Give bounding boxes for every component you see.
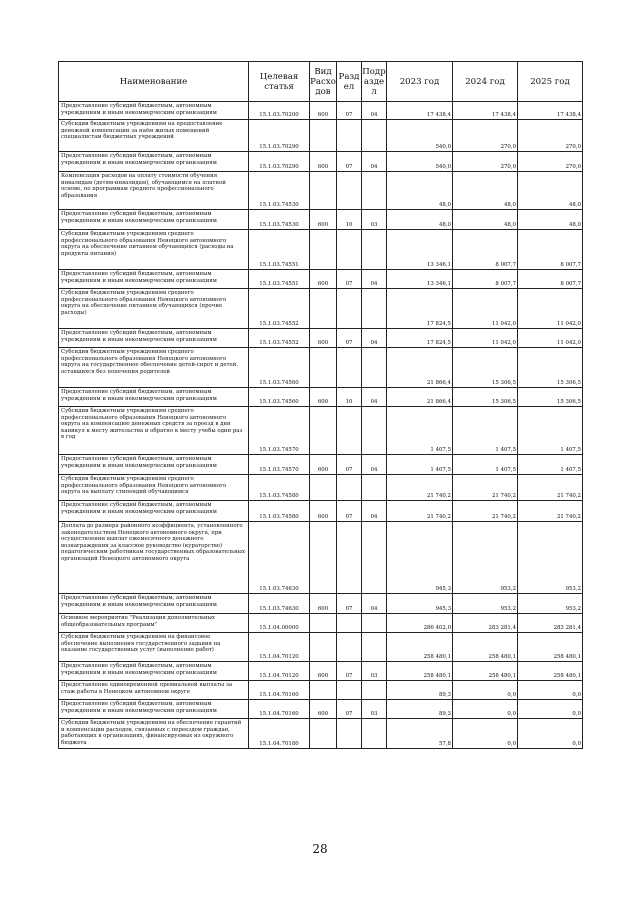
row-expense-type xyxy=(310,289,337,329)
row-name: Субсидии бюджетным учреждениям среднего профессионального образования Ненецкого автономного округа на компенсацию денежных средств за проезд в дни каникул к месту жительства и обратно к месту учебы один раз в год xyxy=(59,407,249,455)
row-section: 07 xyxy=(337,152,362,172)
row-amount-2023: 540,0 xyxy=(387,120,453,152)
row-expense-type: 600 xyxy=(310,152,337,172)
row-subsection xyxy=(362,172,387,210)
table-row xyxy=(59,230,583,270)
row-amount-2024: 11 042,0 xyxy=(453,289,518,329)
row-amount-2024: 258 480,1 xyxy=(453,662,518,681)
row-section: 07 xyxy=(337,594,362,614)
table-row xyxy=(59,172,583,210)
row-amount-2024: 270,0 xyxy=(453,152,518,172)
row-target-code: 15.1.03.70290 xyxy=(249,152,310,172)
row-name: Компенсация расходов на оплату стоимости обучения инвалидам (детям-инвалидам), обучающимся на платной основе, по программам среднего профессионального образования xyxy=(59,172,249,210)
table-row xyxy=(59,210,583,230)
header-subsection: Подр азде л xyxy=(362,62,387,102)
table-row xyxy=(59,407,583,455)
header-2025: 2025 год xyxy=(518,62,583,102)
row-expense-type: 600 xyxy=(310,662,337,681)
row-amount-2023: 13 346,1 xyxy=(387,230,453,270)
row-expense-type xyxy=(310,172,337,210)
row-amount-2024: 953,2 xyxy=(453,522,518,594)
row-amount-2023: 17 438,4 xyxy=(387,102,453,120)
row-amount-2023: 13 346,1 xyxy=(387,270,453,289)
row-target-code: 15.1.03.74551 xyxy=(249,270,310,289)
row-expense-type: 600 xyxy=(310,388,337,407)
row-section xyxy=(337,120,362,152)
row-target-code: 15.1.03.74552 xyxy=(249,289,310,329)
header-section: Разд ел xyxy=(337,62,362,102)
row-amount-2024: 15 306,5 xyxy=(453,348,518,388)
row-name: Субсидии бюджетным учреждениям на финансовое обеспечение выполнения государственного задания на оказание государственных услуг (выполнение работ) xyxy=(59,633,249,662)
row-subsection: 04 xyxy=(362,102,387,120)
row-amount-2025: 11 042,0 xyxy=(518,329,583,348)
row-target-code: 15.1.03.74630 xyxy=(249,522,310,594)
row-subsection: 03 xyxy=(362,662,387,681)
row-expense-type xyxy=(310,681,337,700)
row-subsection xyxy=(362,614,387,633)
row-section xyxy=(337,230,362,270)
row-amount-2024: 258 480,1 xyxy=(453,633,518,662)
row-section: 07 xyxy=(337,455,362,475)
row-expense-type: 600 xyxy=(310,455,337,475)
row-amount-2024: 48,0 xyxy=(453,172,518,210)
row-target-code: 15.1.03.74630 xyxy=(249,594,310,614)
row-amount-2024: 0,0 xyxy=(453,681,518,700)
row-target-code: 15.1.04.70120 xyxy=(249,633,310,662)
row-subsection: 04 xyxy=(362,594,387,614)
row-section xyxy=(337,522,362,594)
row-amount-2024: 283 281,4 xyxy=(453,614,518,633)
row-amount-2025: 1 407,5 xyxy=(518,407,583,455)
row-section: 07 xyxy=(337,501,362,522)
row-name: Субсидии бюджетным учреждениям на предоставление денежной компенсации за наём жилых помещений специалистам бюджетных учреждений xyxy=(59,120,249,152)
table-row xyxy=(59,681,583,700)
row-name: Доплата до размера районного коэффициента, установленного законодательством Ненецкого автономного округа, при осуществлении выплат ежемесячного денежного вознаграждения за классное руководство (кураторство) педагогическим работникам государственных образовательных организаций Ненецкого автономного округа xyxy=(59,522,249,594)
row-expense-type: 600 xyxy=(310,329,337,348)
row-amount-2024: 8 007,7 xyxy=(453,230,518,270)
row-section xyxy=(337,407,362,455)
row-target-code: 15.1.04.00000 xyxy=(249,614,310,633)
table-row xyxy=(59,719,583,749)
row-amount-2025: 48,0 xyxy=(518,210,583,230)
row-expense-type: 600 xyxy=(310,700,337,719)
header-2023: 2023 год xyxy=(387,62,453,102)
row-amount-2025: 258 480,1 xyxy=(518,662,583,681)
row-amount-2023: 21 740,2 xyxy=(387,475,453,501)
row-name: Предоставление субсидий бюджетным, автономным учреждениям и иным некоммерческим организациям xyxy=(59,102,249,120)
header-type: Вид Расхо дов xyxy=(310,62,337,102)
row-section: 07 xyxy=(337,270,362,289)
row-subsection xyxy=(362,633,387,662)
row-amount-2023: 89,3 xyxy=(387,681,453,700)
row-amount-2023: 258 480,1 xyxy=(387,633,453,662)
row-amount-2025: 283 281,4 xyxy=(518,614,583,633)
row-expense-type: 600 xyxy=(310,210,337,230)
row-amount-2025: 953,2 xyxy=(518,594,583,614)
row-amount-2023: 945,3 xyxy=(387,594,453,614)
row-subsection: 04 xyxy=(362,152,387,172)
row-section xyxy=(337,633,362,662)
row-name: Предоставление субсидий бюджетным, автономным учреждениям и иным некоммерческим организациям xyxy=(59,329,249,348)
row-section: 07 xyxy=(337,102,362,120)
row-expense-type xyxy=(310,120,337,152)
row-amount-2023: 48,0 xyxy=(387,210,453,230)
table-row xyxy=(59,522,583,594)
row-amount-2025: 8 007,7 xyxy=(518,270,583,289)
row-name: Предоставление субсидий бюджетным, автономным учреждениям и иным некоммерческим организациям xyxy=(59,594,249,614)
row-amount-2024: 8 007,7 xyxy=(453,270,518,289)
row-expense-type xyxy=(310,230,337,270)
budget-table xyxy=(58,61,583,749)
row-amount-2023: 945,3 xyxy=(387,522,453,594)
row-section: 07 xyxy=(337,329,362,348)
row-amount-2024: 11 042,0 xyxy=(453,329,518,348)
row-name: Предоставление единовременной премиальной выплаты за стаж работы в Ненецком автономном округе xyxy=(59,681,249,700)
row-name: Предоставление субсидий бюджетным, автономным учреждениям и иным некоммерческим организациям xyxy=(59,152,249,172)
row-expense-type: 600 xyxy=(310,501,337,522)
row-amount-2023: 57,8 xyxy=(387,719,453,749)
row-section: 10 xyxy=(337,210,362,230)
row-subsection xyxy=(362,289,387,329)
table-row xyxy=(59,289,583,329)
row-subsection: 04 xyxy=(362,329,387,348)
row-section: 10 xyxy=(337,388,362,407)
row-amount-2025: 48,0 xyxy=(518,172,583,210)
table-row xyxy=(59,455,583,475)
table-row xyxy=(59,501,583,522)
row-amount-2025: 258 480,1 xyxy=(518,633,583,662)
row-subsection xyxy=(362,719,387,749)
row-target-code: 15.1.03.74570 xyxy=(249,455,310,475)
row-target-code: 15.1.04.70180 xyxy=(249,719,310,749)
row-amount-2024: 0,0 xyxy=(453,700,518,719)
row-subsection xyxy=(362,475,387,501)
row-amount-2024: 270,0 xyxy=(453,120,518,152)
row-amount-2023: 17 824,5 xyxy=(387,289,453,329)
row-target-code: 15.1.03.74560 xyxy=(249,348,310,388)
row-expense-type: 600 xyxy=(310,102,337,120)
row-amount-2023: 89,3 xyxy=(387,700,453,719)
row-subsection xyxy=(362,230,387,270)
row-amount-2023: 286 402,0 xyxy=(387,614,453,633)
table-row xyxy=(59,102,583,120)
row-amount-2025: 8 007,7 xyxy=(518,230,583,270)
row-name: Субсидии бюджетным учреждениям среднего профессионального образования Ненецкого автономного округа на обеспечение питанием обучающихся (расходы на продукты питания) xyxy=(59,230,249,270)
row-subsection: 03 xyxy=(362,210,387,230)
row-target-code: 15.1.03.74580 xyxy=(249,475,310,501)
table-row xyxy=(59,270,583,289)
row-target-code: 15.1.03.74580 xyxy=(249,501,310,522)
row-amount-2023: 17 824,5 xyxy=(387,329,453,348)
row-amount-2024: 1 407,5 xyxy=(453,407,518,455)
row-amount-2024: 0,0 xyxy=(453,719,518,749)
row-amount-2023: 21 740,2 xyxy=(387,501,453,522)
row-amount-2023: 258 480,1 xyxy=(387,662,453,681)
row-section xyxy=(337,719,362,749)
row-name: Субсидии бюджетным учреждениям на обеспечение гарантий и компенсации расходов, связанных с переездом граждан, работающих в организациях, финансируемых из окружного бюджета xyxy=(59,719,249,749)
row-amount-2023: 1 407,5 xyxy=(387,407,453,455)
row-subsection xyxy=(362,522,387,594)
row-name: Предоставление субсидий бюджетным, автономным учреждениям и иным некоммерческим организациям xyxy=(59,501,249,522)
row-amount-2025: 21 740,2 xyxy=(518,501,583,522)
table-row xyxy=(59,388,583,407)
row-target-code: 15.1.03.74530 xyxy=(249,172,310,210)
row-section xyxy=(337,289,362,329)
row-expense-type xyxy=(310,348,337,388)
row-name: Предоставление субсидий бюджетным, автономным учреждениям и иным некоммерческим организациям xyxy=(59,210,249,230)
row-amount-2024: 17 438,4 xyxy=(453,102,518,120)
budget-table-page xyxy=(58,61,582,749)
row-subsection: 04 xyxy=(362,455,387,475)
row-subsection: 03 xyxy=(362,700,387,719)
row-amount-2025: 11 042,0 xyxy=(518,289,583,329)
table-header-row xyxy=(59,62,583,102)
row-name: Субсидии бюджетным учреждениям среднего профессионального образования Ненецкого автономного округа на выплату стипендий обучающимся xyxy=(59,475,249,501)
row-name: Основное мероприятие "Реализация дополнительных общеобразовательных программ" xyxy=(59,614,249,633)
row-amount-2023: 48,0 xyxy=(387,172,453,210)
row-name: Субсидии бюджетным учреждениям среднего профессионального образования Ненецкого автономного округа на обеспечение питанием обучающихся (прочие расходы) xyxy=(59,289,249,329)
row-amount-2024: 48,0 xyxy=(453,210,518,230)
row-subsection xyxy=(362,120,387,152)
row-expense-type xyxy=(310,475,337,501)
row-section xyxy=(337,172,362,210)
row-target-code: 15.1.03.74551 xyxy=(249,230,310,270)
row-amount-2024: 1 407,5 xyxy=(453,455,518,475)
row-target-code: 15.1.04.70160 xyxy=(249,681,310,700)
row-target-code: 15.1.04.70160 xyxy=(249,700,310,719)
row-amount-2025: 17 438,4 xyxy=(518,102,583,120)
row-section xyxy=(337,614,362,633)
row-section: 07 xyxy=(337,700,362,719)
row-expense-type xyxy=(310,719,337,749)
table-row xyxy=(59,475,583,501)
row-amount-2025: 0,0 xyxy=(518,681,583,700)
header-2024: 2024 год xyxy=(453,62,518,102)
row-name: Предоставление субсидий бюджетным, автономным учреждениям и иным некоммерческим организациям xyxy=(59,700,249,719)
row-subsection xyxy=(362,407,387,455)
row-amount-2025: 0,0 xyxy=(518,719,583,749)
row-name: Предоставление субсидий бюджетным, автономным учреждениям и иным некоммерческим организациям xyxy=(59,662,249,681)
row-subsection xyxy=(362,681,387,700)
row-amount-2025: 15 306,5 xyxy=(518,388,583,407)
header-name: Наименование xyxy=(59,62,249,102)
table-row xyxy=(59,633,583,662)
row-amount-2024: 21 740,2 xyxy=(453,501,518,522)
row-amount-2024: 953,2 xyxy=(453,594,518,614)
row-target-code: 15.1.03.74530 xyxy=(249,210,310,230)
header-target: Целевая статья xyxy=(249,62,310,102)
row-amount-2023: 1 407,5 xyxy=(387,455,453,475)
table-row xyxy=(59,348,583,388)
row-amount-2024: 21 740,2 xyxy=(453,475,518,501)
row-expense-type xyxy=(310,522,337,594)
row-target-code: 15.1.03.70200 xyxy=(249,102,310,120)
row-amount-2025: 15 306,5 xyxy=(518,348,583,388)
row-name: Предоставление субсидий бюджетным, автономным учреждениям и иным некоммерческим организациям xyxy=(59,388,249,407)
row-expense-type: 600 xyxy=(310,594,337,614)
row-target-code: 15.1.03.74560 xyxy=(249,388,310,407)
row-target-code: 15.1.03.74552 xyxy=(249,329,310,348)
table-row xyxy=(59,329,583,348)
row-amount-2025: 270,0 xyxy=(518,152,583,172)
row-name: Субсидии бюджетным учреждениям среднего профессионального образования Ненецкого автономного округа на государственное обеспечение детей-сирот и детей, оставшихся без попечения родителей xyxy=(59,348,249,388)
row-amount-2024: 15 306,5 xyxy=(453,388,518,407)
row-section: 07 xyxy=(337,662,362,681)
table-body xyxy=(59,102,583,749)
page-number: 28 xyxy=(312,842,328,856)
row-amount-2025: 953,2 xyxy=(518,522,583,594)
table-row xyxy=(59,700,583,719)
row-amount-2025: 21 740,2 xyxy=(518,475,583,501)
row-subsection xyxy=(362,348,387,388)
row-section xyxy=(337,681,362,700)
row-amount-2023: 540,0 xyxy=(387,152,453,172)
row-expense-type xyxy=(310,633,337,662)
row-amount-2025: 0,0 xyxy=(518,700,583,719)
row-amount-2025: 1 407,5 xyxy=(518,455,583,475)
row-target-code: 15.1.03.74570 xyxy=(249,407,310,455)
row-subsection: 04 xyxy=(362,388,387,407)
row-target-code: 15.1.04.70120 xyxy=(249,662,310,681)
row-amount-2025: 270,0 xyxy=(518,120,583,152)
row-section xyxy=(337,475,362,501)
row-name: Предоставление субсидий бюджетным, автономным учреждениям и иным некоммерческим организациям xyxy=(59,455,249,475)
table-row xyxy=(59,662,583,681)
table-row xyxy=(59,152,583,172)
row-subsection: 04 xyxy=(362,501,387,522)
row-expense-type xyxy=(310,407,337,455)
table-row xyxy=(59,594,583,614)
row-name: Предоставление субсидий бюджетным, автономным учреждениям и иным некоммерческим организациям xyxy=(59,270,249,289)
row-subsection: 04 xyxy=(362,270,387,289)
table-row xyxy=(59,614,583,633)
table-row xyxy=(59,120,583,152)
row-expense-type xyxy=(310,614,337,633)
row-target-code: 15.1.03.70290 xyxy=(249,120,310,152)
row-expense-type: 600 xyxy=(310,270,337,289)
row-section xyxy=(337,348,362,388)
row-amount-2023: 21 866,4 xyxy=(387,388,453,407)
row-amount-2023: 21 866,4 xyxy=(387,348,453,388)
